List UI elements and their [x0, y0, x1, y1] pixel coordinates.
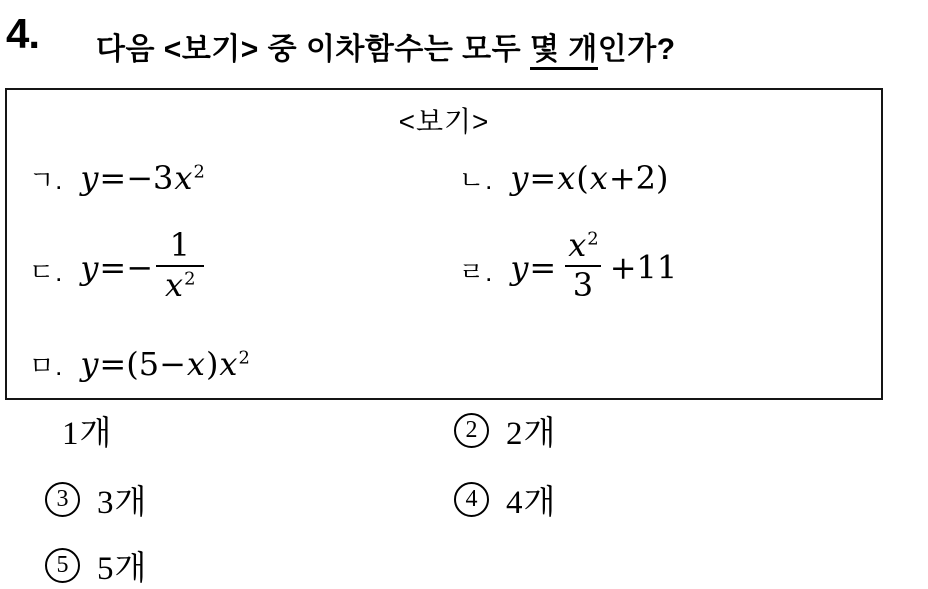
question-title-prefix: 다음 <보기> 중 이차함수는 모두: [96, 33, 530, 66]
bogi-item-d: [29, 224, 207, 316]
choice-4-label: 4개: [506, 485, 557, 521]
bogi-item-m-label: ㅁ.: [29, 350, 64, 381]
choice-4[interactable]: [454, 476, 556, 523]
bogi-item-r-equation: y= $\frac{x^2}{3}$ +11: [510, 226, 678, 304]
choice-2[interactable]: [454, 407, 556, 454]
question-title-suffix: 인가?: [597, 33, 676, 66]
bogi-item-n: [459, 152, 668, 204]
bogi-item-m-equation: $y=(5-x)x^2$: [80, 345, 250, 383]
bogi-item-n-equation: y=x(x+2): [510, 159, 669, 197]
bogi-item-d-label: ㄷ.: [29, 256, 64, 287]
choice-5[interactable]: [45, 542, 147, 589]
bogi-item-r: [459, 224, 677, 316]
choice-1-label: 1개: [62, 416, 113, 452]
choice-2-label: 2개: [506, 416, 557, 452]
choice-3-circle: 3: [45, 482, 80, 517]
choice-5-label: 5개: [97, 551, 148, 587]
choice-3-label: 3개: [97, 485, 148, 521]
choice-1[interactable]: [62, 407, 112, 454]
choice-4-circle: 4: [454, 482, 489, 517]
bogi-item-g-equation: $y=-3x^2$: [80, 159, 205, 197]
choice-3[interactable]: [45, 476, 147, 523]
bogi-item-d-equation: y=− $\frac{1}{x^2}$: [79, 231, 206, 309]
question-title-underlined: 몇 개: [530, 33, 598, 70]
choice-2-circle: 2: [454, 413, 489, 448]
question-number: 4.: [6, 10, 40, 57]
bogi-box-header: <보기>: [398, 106, 490, 137]
bogi-item-r-label: ㄹ.: [459, 256, 494, 287]
bogi-item-g: [29, 152, 205, 204]
bogi-item-m: [29, 336, 250, 392]
bogi-box: [5, 88, 883, 400]
bogi-item-g-label: ㄱ.: [29, 164, 64, 195]
question-title: [96, 24, 676, 68]
bogi-item-n-label: ㄴ.: [459, 164, 494, 195]
choice-5-circle: 5: [45, 548, 80, 583]
